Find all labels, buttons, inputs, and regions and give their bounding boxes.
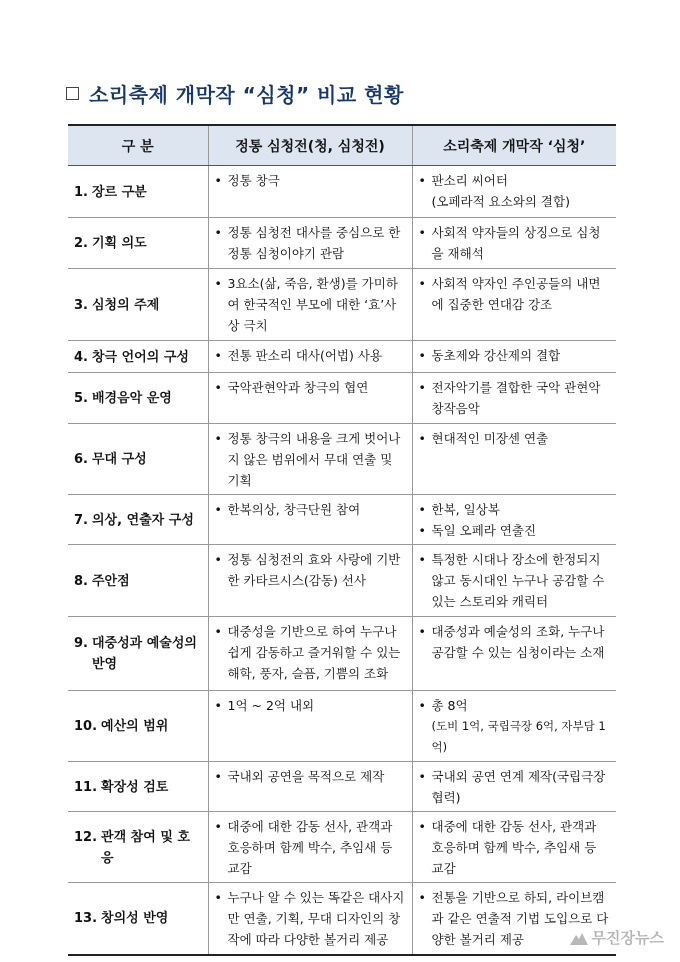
cell-traditional <box>208 269 412 341</box>
table-body <box>68 166 616 955</box>
bullet-icon: • <box>214 552 222 567</box>
cell-text: 전자악기를 결합한 국악 관현악 창작음악 <box>431 380 601 416</box>
table-row <box>68 269 616 341</box>
category-label: 확장성 검토 <box>101 779 169 795</box>
row-number: 11. <box>74 779 98 795</box>
header-traditional: 정통 심청전(청, 심청전) <box>208 125 412 166</box>
cell-traditional <box>208 691 412 762</box>
category-label: 무대 구성 <box>91 452 147 467</box>
cell-text: 정통 심청전의 효와 사랑에 기반한 카타르시스(감동) 선사 <box>227 552 401 588</box>
cell-festival <box>412 617 616 691</box>
table-row <box>68 545 616 617</box>
bullet-icon: • <box>418 276 426 291</box>
cell-text: 한복의상, 창극단원 참여 <box>227 502 361 517</box>
table-row <box>68 762 616 812</box>
row-number: 7. <box>74 512 88 528</box>
table-header-row <box>68 125 616 166</box>
table-row <box>68 166 616 218</box>
cell-text: 정통 창극의 내용을 크게 벗어나지 않은 범위에서 무대 연출 및 기획 <box>227 431 401 488</box>
cell-text: 사회적 약자들의 상징으로 심청을 재해석 <box>431 225 601 261</box>
row-category <box>68 373 208 424</box>
category-label: 주안점 <box>91 573 130 589</box>
category-label: 장르 구분 <box>91 184 147 200</box>
bullet-icon: • <box>418 890 426 905</box>
cell-festival <box>412 341 616 373</box>
watermark-text: 무진장뉴스 <box>591 929 664 947</box>
cell-text: 대중에 대한 감동 선사, 관객과 호응하며 함께 박수, 추임새 등 교감 <box>227 819 393 876</box>
category-label: 창극 언어의 구성 <box>91 349 189 365</box>
category-label: 대중성과 예술성의 반영 <box>91 636 197 672</box>
cell-traditional <box>208 762 412 812</box>
page-title <box>66 78 404 108</box>
title-text: 소리축제 개막작 “심청” 비교 현황 <box>89 82 404 107</box>
cell-traditional <box>208 495 412 545</box>
row-number: 13. <box>74 911 98 927</box>
cell-traditional <box>208 341 412 373</box>
row-number: 8. <box>74 573 88 589</box>
cell-festival <box>412 691 616 762</box>
table-row <box>68 495 616 545</box>
mountain-logo-icon <box>570 931 588 945</box>
bullet-icon: • <box>418 523 426 538</box>
cell-festival <box>412 269 616 341</box>
cell-traditional <box>208 166 412 218</box>
bullet-icon: • <box>418 769 426 784</box>
row-category <box>68 218 208 269</box>
cell-text: 사회적 약자인 주인공들의 내면에 집중한 연대감 강조 <box>431 276 601 312</box>
bullet-icon: • <box>214 698 222 713</box>
row-category <box>68 495 208 545</box>
cell-text: 3요소(삶, 죽음, 환생)를 가미하여 한국적인 부모에 대한 ‘효’사상 극치 <box>227 276 398 333</box>
bullet-icon: • <box>214 225 222 240</box>
cell-festival <box>412 545 616 617</box>
cell-text: 국악관현악과 창극의 협연 <box>227 380 369 395</box>
bullet-icon: • <box>214 502 222 517</box>
cell-text: 국내외 공연을 목적으로 제작 <box>227 769 385 784</box>
table-row <box>68 341 616 373</box>
bullet-icon: • <box>418 698 426 713</box>
cell-festival <box>412 812 616 883</box>
cell-text: 전통 판소리 대사(어법) 사용 <box>227 348 382 363</box>
cell-festival <box>412 495 616 545</box>
bullet-icon: • <box>418 624 426 639</box>
cell-traditional <box>208 424 412 495</box>
row-number: 9. <box>74 636 88 651</box>
bullet-icon: • <box>418 431 426 446</box>
table-row <box>68 883 616 955</box>
category-label: 기획 의도 <box>91 236 147 251</box>
row-category <box>68 812 208 883</box>
cell-text: 누구나 알 수 있는 똑같은 대사지만 연출, 기획, 무대 디자인의 창작에 따라 다양한 볼거리 제공 <box>227 890 405 947</box>
cell-text: 1억 ~ 2억 내외 <box>227 698 315 713</box>
bullet-icon: • <box>418 819 426 834</box>
bullet-icon: • <box>418 502 426 517</box>
bullet-icon: • <box>418 225 426 240</box>
category-label: 배경음악 운영 <box>91 391 172 406</box>
bullet-icon: • <box>418 552 426 567</box>
cell-text: 한복, 일상복 <box>431 502 500 517</box>
table-row <box>68 812 616 883</box>
cell-traditional <box>208 373 412 424</box>
cell-traditional <box>208 812 412 883</box>
row-category <box>68 883 208 955</box>
row-category <box>68 691 208 762</box>
row-category <box>68 341 208 373</box>
row-number: 10. <box>74 719 98 734</box>
bullet-icon: • <box>418 380 426 395</box>
bullet-icon: • <box>214 276 222 291</box>
cell-text: 대중성과 예술성의 조화, 누구나 공감할 수 있는 심청이라는 소재 <box>431 624 605 660</box>
cell-text: 정통 창극 <box>227 173 280 188</box>
bullet-icon: • <box>214 624 222 639</box>
bullet-icon: • <box>214 173 222 188</box>
cell-text: 특정한 시대나 장소에 한정되지 않고 동시대인 누구나 공감할 수 있는 스토리와 캐릭터 <box>431 552 605 609</box>
cell-text: 전통을 기반으로 하되, 라이브캠과 같은 연출적 기법 도입으로 다양한 볼거리 제공 <box>431 890 609 947</box>
cell-text: 독일 오페라 연출진 <box>431 523 537 538</box>
table-row <box>68 617 616 691</box>
bullet-icon: • <box>418 173 426 188</box>
row-category <box>68 617 208 691</box>
table-row <box>68 424 616 495</box>
cell-festival <box>412 424 616 495</box>
category-label: 의상, 연출자 구성 <box>91 512 194 528</box>
bullet-icon: • <box>214 769 222 784</box>
category-label: 예산의 범위 <box>101 719 169 734</box>
cell-festival <box>412 373 616 424</box>
table-row <box>68 691 616 762</box>
category-label: 관객 참여 및 호응 <box>101 829 190 866</box>
cell-traditional <box>208 883 412 955</box>
row-number: 5. <box>74 391 88 406</box>
cell-traditional <box>208 545 412 617</box>
header-category: 구 분 <box>68 125 208 166</box>
cell-text: 총 8억 <box>431 698 468 713</box>
header-festival: 소리축제 개막작 ‘심청’ <box>412 125 616 166</box>
row-number: 4. <box>74 349 88 365</box>
row-number: 12. <box>74 829 98 845</box>
table-row <box>68 373 616 424</box>
checkbox-square-icon <box>66 87 79 100</box>
cell-text: 현대적인 미장센 연출 <box>431 431 549 446</box>
row-number: 1. <box>74 184 88 200</box>
row-category <box>68 762 208 812</box>
row-category <box>68 166 208 218</box>
watermark <box>570 927 664 948</box>
bullet-icon: • <box>418 348 426 363</box>
cell-text: 동초제와 강산제의 결합 <box>431 348 561 363</box>
cell-traditional <box>208 218 412 269</box>
cell-text: 정통 심청전 대사를 중심으로 한 정통 심청이야기 관람 <box>227 225 401 261</box>
bullet-icon: • <box>214 819 222 834</box>
row-category <box>68 269 208 341</box>
cell-traditional <box>208 617 412 691</box>
cell-festival <box>412 218 616 269</box>
row-category <box>68 424 208 495</box>
cell-festival <box>412 762 616 812</box>
category-label: 창의성 반영 <box>101 911 169 927</box>
comparison-table <box>68 124 616 956</box>
cell-text: 국내외 공연 연계 제작(국립극장 협력) <box>431 769 606 805</box>
cell-festival <box>412 166 616 218</box>
cell-text: 대중성을 기반으로 하여 누구나 쉽게 감동하고 즐거워할 수 있는 해학, 풍자, 슬픔, 기쁨의 조화 <box>227 624 401 681</box>
category-label: 심청의 주제 <box>91 297 160 313</box>
row-number: 2. <box>74 236 88 251</box>
bullet-icon: • <box>214 348 222 363</box>
cell-text: 판소리 씨어터 <box>431 173 508 188</box>
bullet-icon: • <box>214 890 222 905</box>
cell-note: (도비 1억, 국립극장 6억, 자부담 1억) <box>431 719 606 754</box>
bullet-icon: • <box>214 380 222 395</box>
row-category <box>68 545 208 617</box>
cell-text: 대중에 대한 감동 선사, 관객과 호응하며 함께 박수, 추임새 등 교감 <box>431 819 597 876</box>
bullet-icon: • <box>214 431 222 446</box>
table-row <box>68 218 616 269</box>
row-number: 3. <box>74 297 88 313</box>
cell-note: (오페라적 요소와의 결합) <box>431 194 570 209</box>
row-number: 6. <box>74 452 88 467</box>
